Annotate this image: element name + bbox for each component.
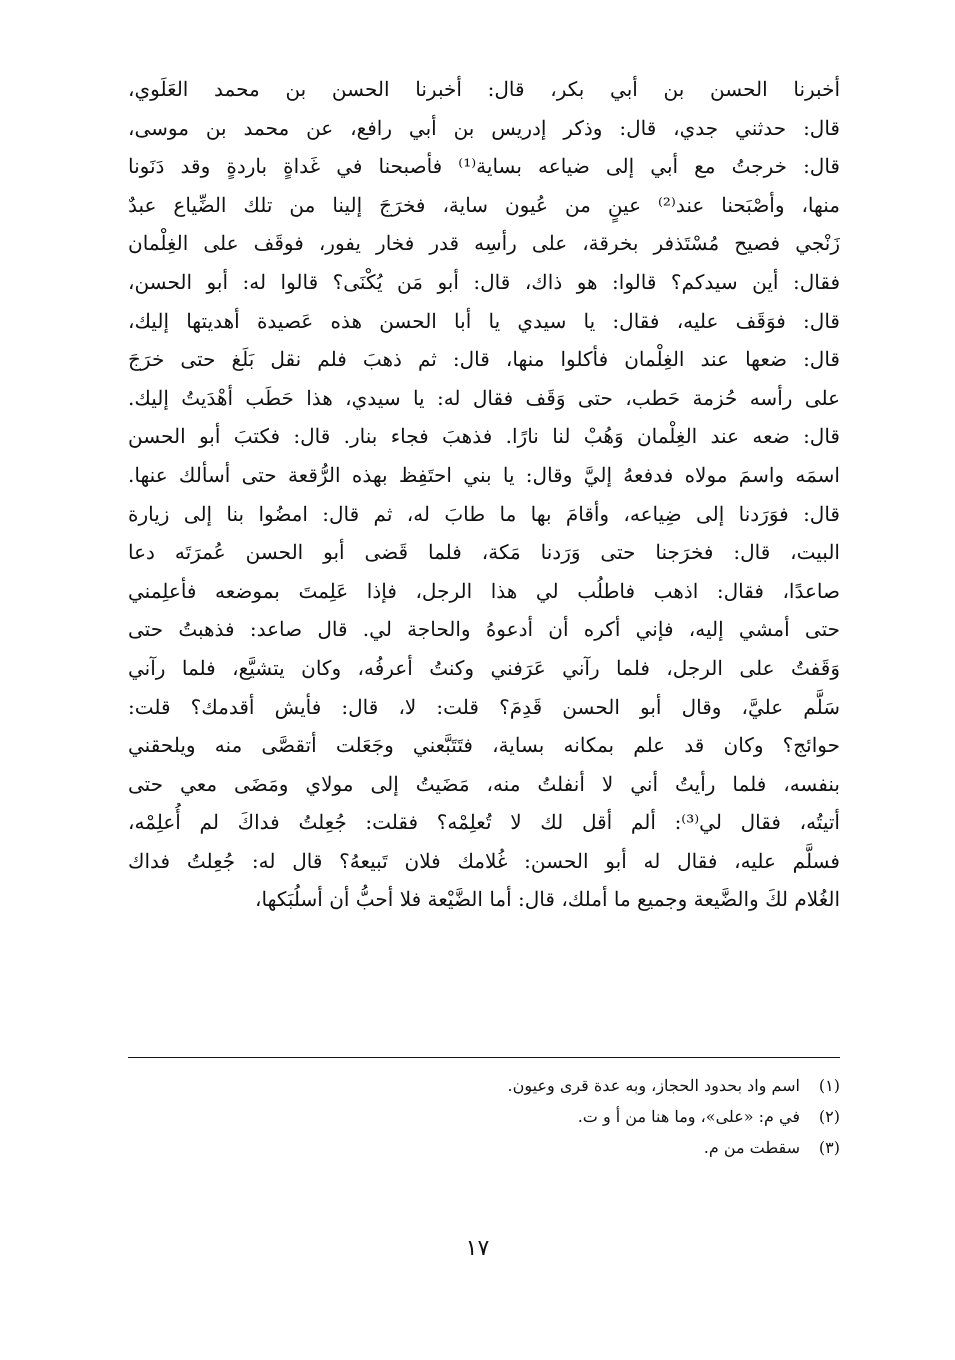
footnote-number: (٣) <box>818 1138 840 1157</box>
text-line: سَلَّم عليَّ، وقال أبو الحسن قَدِمَ؟ قلت: لا، قال: فأيش أقدمك؟ قلت: <box>128 694 840 719</box>
text-line: اسمَه واسمَ مولاه فدفعهُ إليَّ وقال: يا بني احتَفِظ بهذه الرُّقعة حتى أسألك عنها. <box>128 462 840 487</box>
text-line: قال: ضعها عند الغِلْمان فأكلوا منها، قال: ثم ذهبَ فلم نقل بَلَغ حتى خرَجَ <box>128 347 840 372</box>
text-line: قال: خرجتُ مع أبي إلى ضياعه بساية⁽¹⁾ فأصبحنا في غَداةٍ باردةٍ وقد دَنَونا <box>128 154 840 179</box>
page-number: ١٧ <box>465 1236 490 1261</box>
text-line: فقال: أين سيدكم؟ قالوا: هو ذاك، قال: أبو مَن يُكْنَى؟ قالوا له: أبو الحسن، <box>128 269 840 294</box>
text-line: فسلَّم عليه، فقال له أبو الحسن: غُلامك فلان تَبيعهُ؟ قال له: جُعِلتُ فداك <box>128 848 840 873</box>
footnote-item <box>128 1101 840 1132</box>
footnote-text: اسم واد بحدود الحجاز، وبه عدة قرى وعيون. <box>507 1076 800 1095</box>
footnote-divider <box>128 1057 840 1058</box>
text-line: حوائج؟ وكان قد علم بمكانه بساية، فتَتَبَّعني وجَعَلت أتقصَّى منه ويلحقني <box>128 733 840 758</box>
text-line: بنفسه، فلما رأيتُ أني لا أنفلتُ منه، مَضَيتُ إلى مولاي ومَضَى معي حتى <box>128 771 840 796</box>
footnote-text: في م: «على»، وما هنا من أ و ت. <box>577 1107 800 1126</box>
text-line: قال: ضعه عند الغِلْمان وَهُبْ لنا نارًا. فذهبَ فجاء بنار. قال: فكتبَ أبو الحسن <box>128 424 840 449</box>
text-line: قال: حدثني جدي، قال: وذكر إدريس بن أبي رافع، عن محمد بن موسى، <box>128 115 840 140</box>
footnote-text: سقطت من م. <box>703 1138 800 1157</box>
footnote-number: (٢) <box>818 1107 840 1126</box>
text-line: وَقَفتُ على الرجل، فلما رآني عَرَفني وكنتُ أعرفُه، وكان يتشيَّع، فلما رآني <box>128 655 840 680</box>
text-line: البيت، قال: فخرَجنا حتى وَرَدنا مَكة، فلما قَضى أبو الحسن عُمرَتَه دعا <box>128 540 840 565</box>
text-line: أتيتُه، فقال لي⁽³⁾: ألم أقل لك لا تُعلِمْه؟ فقلت: جُعِلتُ فداكَ لم أُعلِمْه، <box>128 810 840 835</box>
text-line: منها، وأصْبَحنا عند⁽²⁾ عينٍ من عُيون ساية، فخرَجَ إلينا من تلك الضِّياع عبدٌ <box>128 192 840 217</box>
text-line: قال: فوَرَدنا إلى ضِياعه، وأقامَ بها ما طابَ له، ثم قال: امضُوا بنا إلى زيارة <box>128 501 840 526</box>
footnote-item <box>128 1070 840 1101</box>
footnote-number: (١) <box>818 1076 840 1095</box>
text-line: الغُلام لكَ والضَّيعة وجميع ما أملك، قال: أما الضَّيْعة فلا أحبُّ أن أسلُبَكها، <box>255 887 840 912</box>
text-line: قال: فوَقَف عليه، فقال: يا سيدي يا أبا الحسن هذه عَصيدة أهديتها إليك، <box>128 308 840 333</box>
text-line: صاعدًا، فقال: اذهب فاطلُب لي هذا الرجل، فإذا عَلِمتَ بموضعه فأعلِمني <box>128 578 840 603</box>
text-line: أخبرنا الحسن بن أبي بكر، قال: أخبرنا الحسن بن محمد العَلَوي، <box>128 77 840 101</box>
footnote-item <box>128 1132 840 1163</box>
main-text-block <box>128 70 840 919</box>
footnotes <box>128 1070 840 1163</box>
text-line: على رأسه حُزمة حَطب، حتى وَقَف فقال له: يا سيدي، هذا حَطَب أهْدَيتُ إليك. <box>128 385 840 410</box>
text-line: حتى أمشي إليه، فإني أكره أن أدعوهُ والحاجة لي. قال صاعد: فذهبتُ حتى <box>128 617 840 642</box>
text-line: زَنْجي فصيح مُسْتَذفر بخرقة، على رأسِه قدر فخار يفور، فوقَف على الغِلْمان <box>128 231 840 256</box>
